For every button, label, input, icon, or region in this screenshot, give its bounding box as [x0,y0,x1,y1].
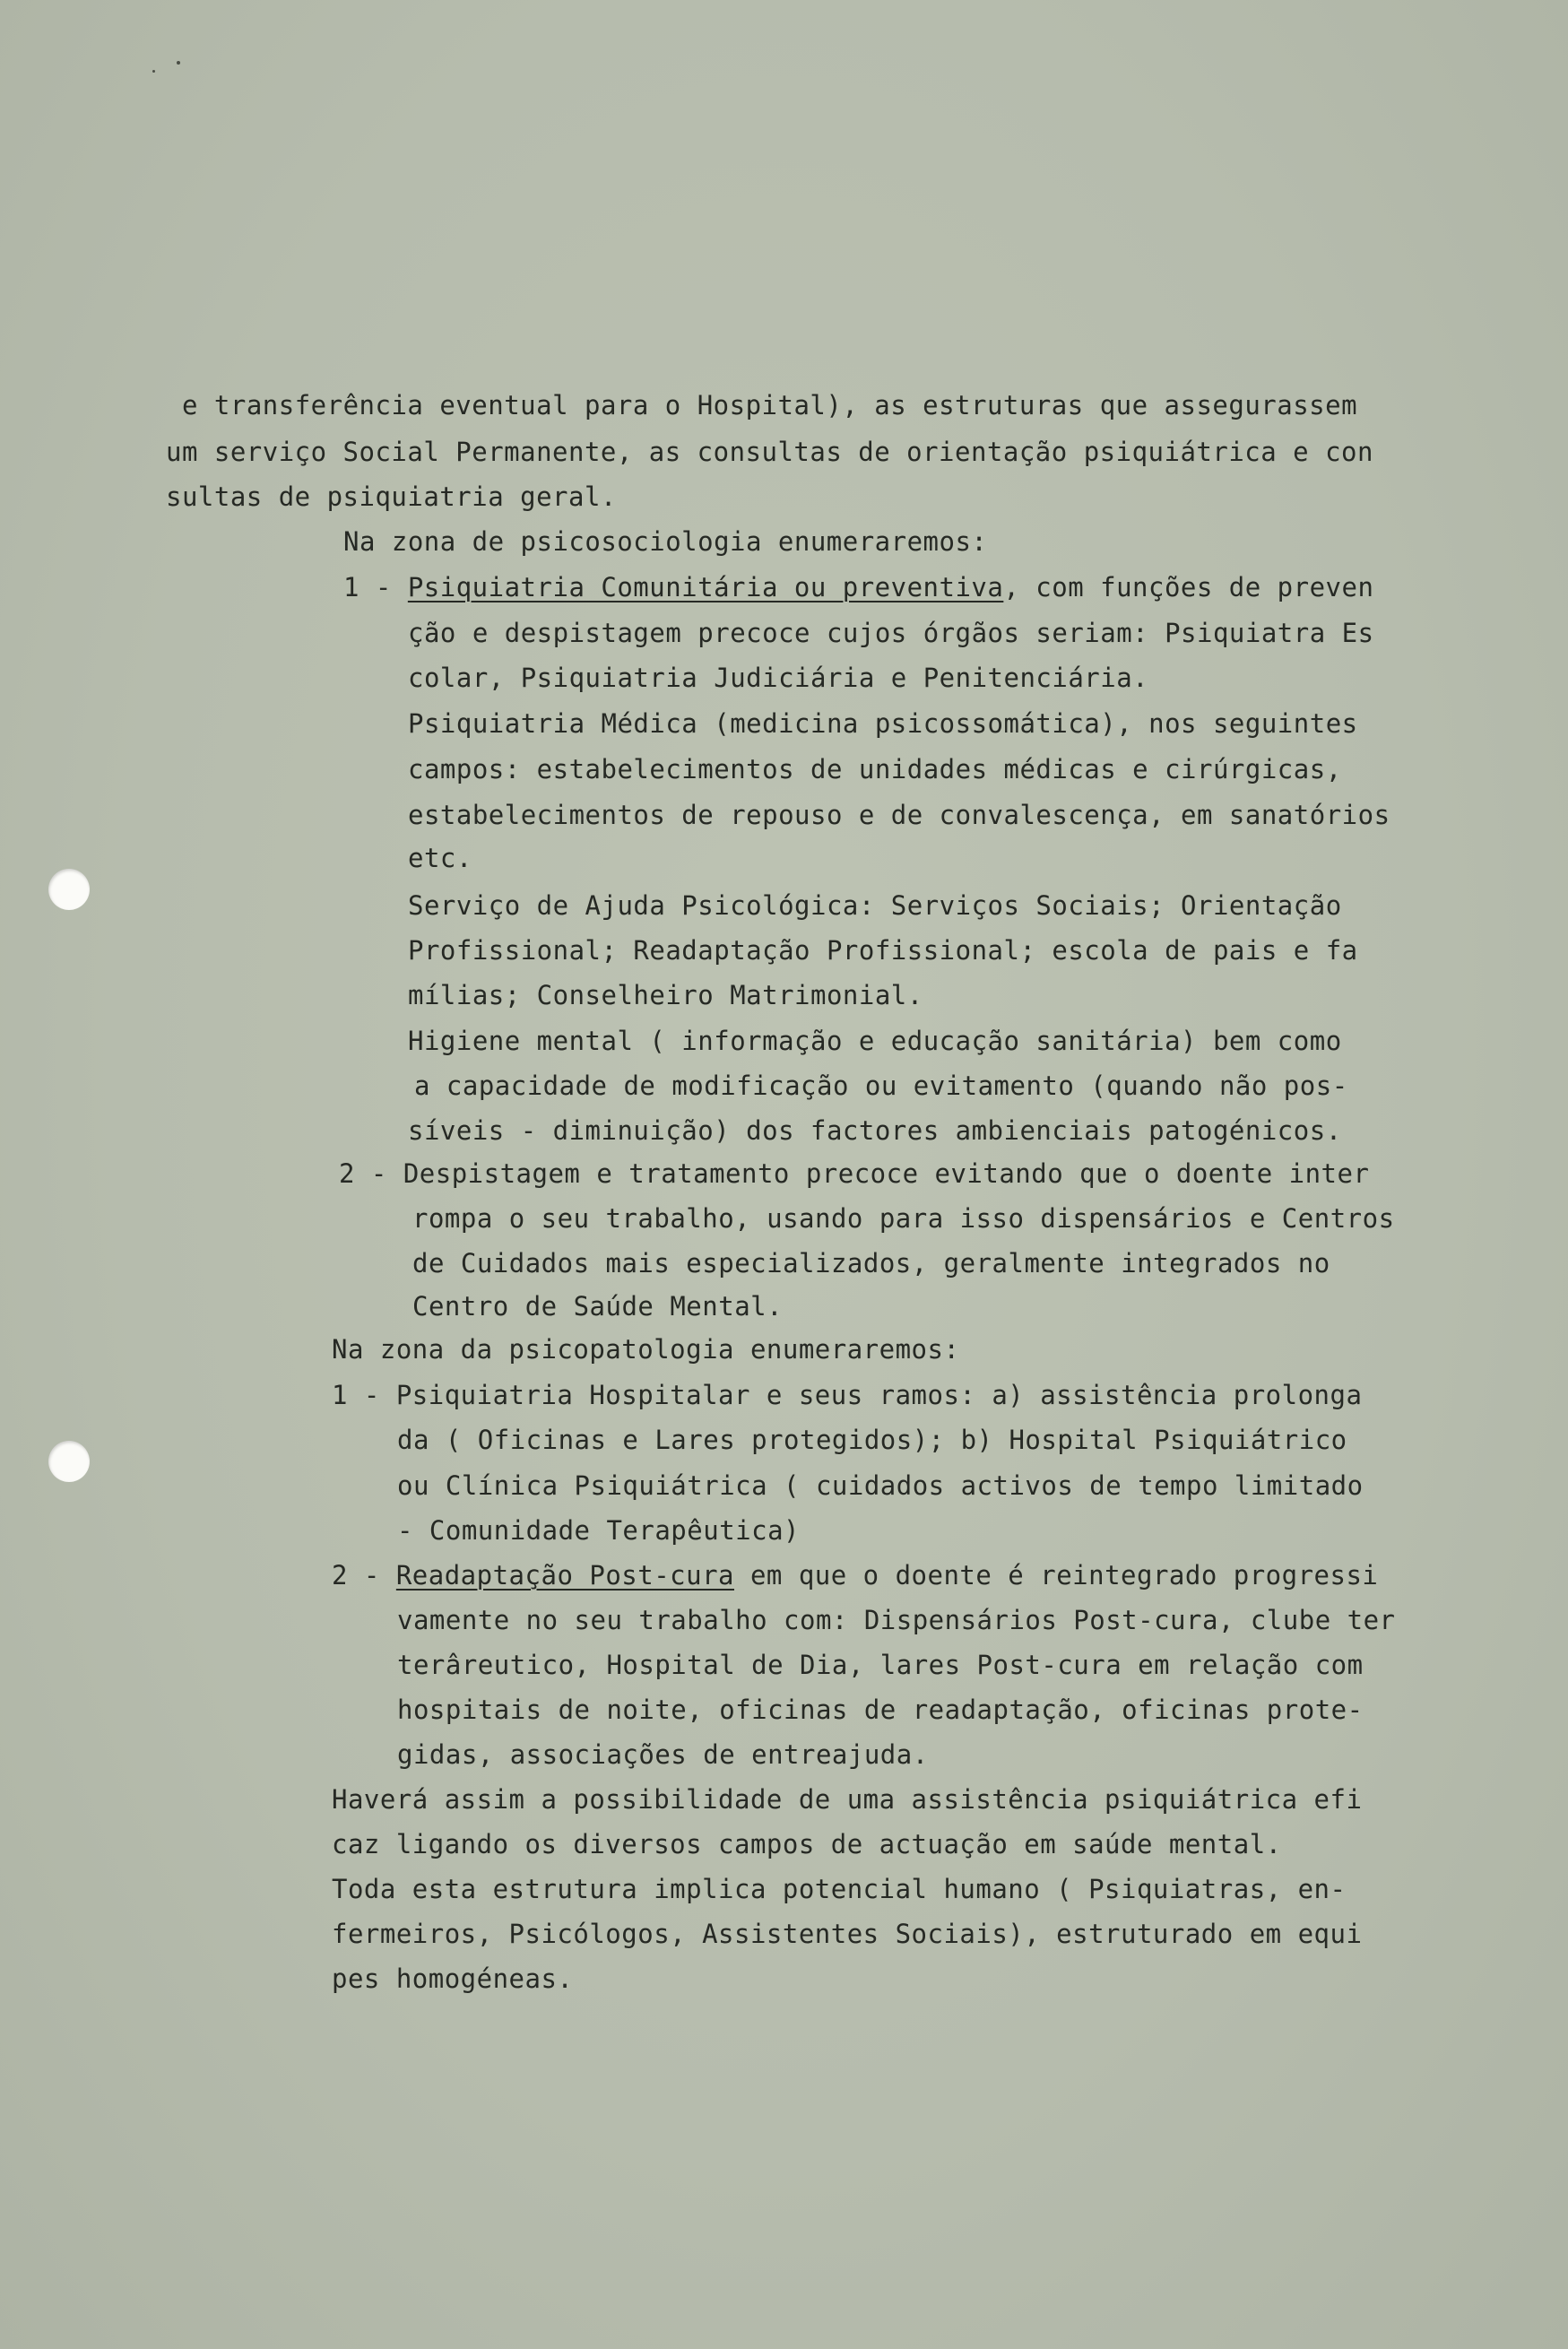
text-line: mílias; Conselheiro Matrimonial. [408,980,923,1010]
text-line: 1 - Psiquiatria Hospitalar e seus ramos: a) assistência prolonga [332,1380,1363,1410]
text-line: 2 - Despistagem e tratamento precoce evitando que o doente inter [339,1158,1370,1189]
text-line: colar, Psiquiatria Judiciária e Penitenciária. [408,663,1149,693]
text-line: Psiquiatria Médica (medicina psicossomática), nos seguintes [408,708,1358,739]
list-number: 2 - [332,1560,396,1591]
text-line: gidas, associações de entreajuda. [397,1739,929,1770]
text-line: em que o doente é reintegrado progressi [734,1560,1379,1591]
ink-speck [152,70,155,73]
text-line: Higiene mental ( informação e educação sanitária) bem como [408,1026,1342,1056]
text-line: Centro de Saúde Mental. [412,1291,784,1322]
text-line: hospitais de noite, oficinas de readaptação, oficinas prote- [397,1695,1364,1725]
punch-hole-top [48,869,90,910]
text-line: sultas de psiquiatria geral. [166,481,617,512]
text-line: - Comunidade Terapêutica) [397,1515,800,1546]
text-line: campos: estabelecimentos de unidades médicas e cirúrgicas, [408,754,1342,784]
text-line: pes homogéneas. [332,1963,574,1994]
ink-speck [177,61,180,65]
text-line: terâreutico, Hospital de Dia, lares Post-cura em relação com [397,1650,1364,1680]
text-line: Na zona da psicopatologia enumeraremos: [332,1334,960,1365]
underlined-heading: Psiquiatria Comunitária ou preventiva [407,572,1004,602]
text-line: fermeiros, Psicólogos, Assistentes Sociais), estruturado em equi [332,1919,1363,1949]
list-item-heading [332,1557,1378,1593]
text-line: um serviço Social Permanente, as consultas de orientação psiquiátrica e con [166,437,1373,467]
list-number: 1 - [343,572,408,602]
text-line: Serviço de Ajuda Psicológica: Serviços Sociais; Orientação [408,890,1342,921]
text-line: estabelecimentos de repouso e de convalescença, em sanatórios [408,800,1390,830]
text-line: vamente no seu trabalho com: Dispensários Post-cura, clube ter [397,1605,1396,1635]
text-line: Toda esta estrutura implica potencial humano ( Psiquiatras, en- [332,1874,1347,1904]
text-line: ção e despistagem precoce cujos órgãos seriam: Psiquiatra Es [408,618,1374,648]
text-line: da ( Oficinas e Lares protegidos); b) Hospital Psiquiátrico [397,1425,1347,1455]
text-line: Haverá assim a possibilidade de uma assistência psiquiátrica efi [332,1784,1363,1815]
text-line: a capacidade de modificação ou evitamento (quando não pos- [414,1070,1348,1101]
punch-hole-bottom [48,1441,90,1482]
text-line: de Cuidados mais especializados, geralmente integrados no [412,1248,1330,1279]
text-line: ou Clínica Psiquiátrica ( cuidados activos de tempo limitado [397,1470,1364,1501]
text-line: e transferência eventual para o Hospital), as estruturas que assegurassem [182,390,1358,420]
text-line: Profissional; Readaptação Profissional; escola de pais e fa [408,935,1358,966]
list-item-heading [343,569,1373,605]
text-line: caz ligando os diversos campos de actuação em saúde mental. [332,1829,1282,1859]
text-line: síveis - diminuição) dos factores ambienciais patogénicos. [408,1115,1342,1146]
text-line: , com funções de preven [1003,572,1374,602]
text-line: etc. [408,843,472,873]
text-line: rompa o seu trabalho, usando para isso dispensários e Centros [412,1203,1395,1234]
underlined-heading: Readaptação Post-cura [395,1560,734,1591]
text-line: Na zona de psicosociologia enumeraremos: [343,526,988,557]
